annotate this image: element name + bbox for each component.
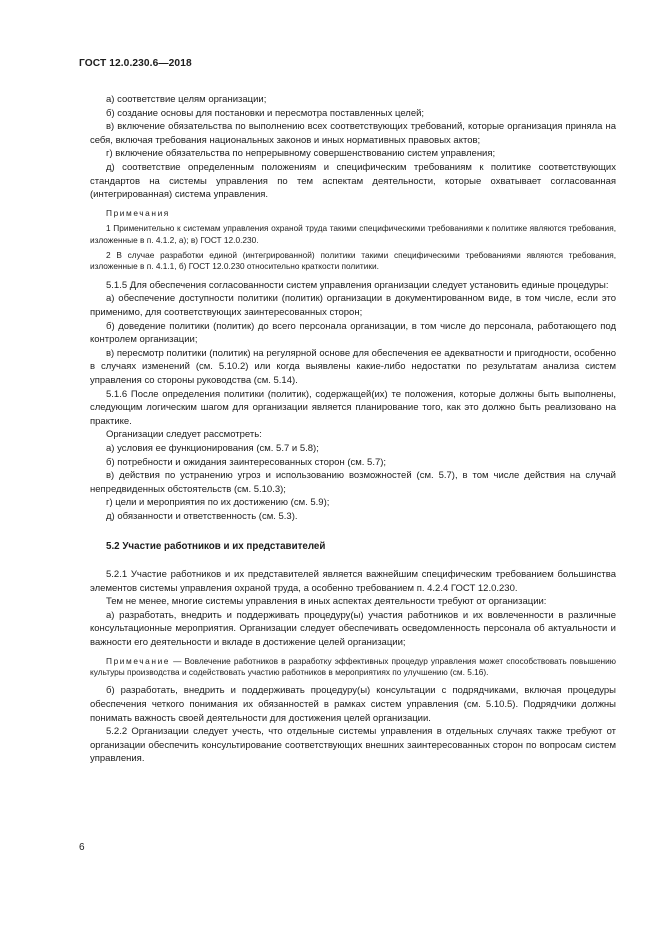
list-item-policy-v: в) включение обязательства по выполнению всех соответствующих требований, которые организация приняла на себя, включая требования национальных законов и иных нормативных правовых актов; — [90, 121, 616, 146]
list-item-procedure-b: б) доведение политики (политик) до всего персонала организации, в том числе до персонала, работающего под контролем организации; — [90, 320, 616, 346]
paragraph-however: Тем не менее, многие системы управления в иных аспектах деятельности требуют от организации: — [106, 596, 547, 608]
document-header: ГОСТ 12.0.230.6—2018 — [79, 58, 192, 69]
list-item-consider-g: г) цели и мероприятия по их достижению (см. 5.9); — [106, 497, 330, 509]
list-item-policy-g: г) включение обязательства по непрерывному совершенствованию систем управления; — [106, 148, 496, 160]
paragraph-5-2-1: 5.2.1 Участие работников и их представителей является важнейшим специфическим требованием большинства элементов системы управления охраной труда, а особенно требованием п. 4.2.4 ГОСТ 12.0.230. — [90, 569, 616, 594]
note-item-2: 2 В случае разработки единой (интегрированной) политики такими специфическими требованиями являются требования, изложенные в п. 4.1.1, б) ГОСТ 12.0.230 относительно краткости политики. — [90, 249, 616, 272]
list-item-procedure-a: а) обеспечение доступности политики (политик) организации в документированном виде, в том числе, если это применимо, для соответствующих заинтересованных сторон; — [90, 293, 616, 318]
list-item-consider-b: б) потребности и ожидания заинтересованных сторон (см. 5.7); — [106, 456, 387, 468]
list-item-consider-a: а) условия ее функционирования (см. 5.7 и 5.8); — [106, 442, 319, 454]
note-label: Примечание — [106, 655, 171, 666]
list-item-policy-a: а) соответствие целям организации; — [106, 94, 267, 105]
paragraph-consider: Организации следует рассмотреть: — [106, 429, 262, 441]
list-item-policy-d: д) соответствие определенным положениям и специфическим требованиям к политике соответствующих стандартов на системы управления по тем аспектам деятельности, которые охватывает согласованная (интегрированная) система управления. — [90, 161, 616, 201]
paragraph-5-1-5: 5.1.5 Для обеспечения согласованности систем управления организации следует установить единые процедуры: — [106, 279, 609, 291]
list-item-procedure-v: в) пересмотр политики (политик) на регулярной основе для обеспечения ее адекватности и пригодности, особенно в случаях изменений (см. 5.10.2) или когда выявлены какие-либо недостатки по результатам анализа систем управления со стороны руководства (см. 5.14). — [90, 347, 616, 386]
list-item-consider-v: в) действия по устранению угроз и использованию возможностей (см. 5.7), в том числе действия на случай непредвиденных обстоятельств (см. 5.10.3); — [90, 470, 616, 495]
note-text: — Вовлечение работников в разработку эффективных процедур управления может способствовать повышению культуры производства и содействовать участию работников в мероприятиях по улучшению (см. 5.16). — [90, 655, 616, 678]
section-heading-5-2: 5.2 Участие работников и их представителей — [106, 541, 326, 553]
paragraph-5-2-2: 5.2.2 Организации следует учесть, что отдельные системы управления в отдельных случаях также требуют от организации обеспечить консультирование соответствующих внешних заинтересованных сторон по вопросам систем управления. — [90, 726, 616, 765]
list-item-participation-b: б) разработать, внедрить и поддерживать процедуру(ы) консультации с подрядчиками, включая процедуры обеспечения четкого понимания их обязанностей в рамках систем управления (см. 5.10.5). Подрядчики должны понимать важность своей деятельности для достижения целей организации. — [90, 685, 616, 724]
note-involvement — [90, 656, 616, 679]
list-item-policy-b: б) создание основы для постановки и пересмотра поставленных целей; — [106, 107, 425, 119]
note-item-1: 1 Применительно к системам управления охраной труда такими специфическими требованиями к политике являются требования, изложенные в п. 4.1.2, а); в) ГОСТ 12.0.230. — [90, 223, 616, 245]
list-item-participation-a: а) разработать, внедрить и поддерживать процедуру(ы) участия работников и их вовлеченности в различные консультационные мероприятия. Организации следует обеспечивать осведомленность персонала об актуальности и важности его деятельности и вкладе в достижение целей организации; — [90, 609, 616, 649]
document-body — [90, 93, 616, 766]
list-item-consider-d: д) обязанности и ответственность (см. 5.3). — [106, 510, 298, 522]
notes-heading: Примечания — [106, 207, 170, 218]
page-number: 6 — [79, 842, 85, 853]
paragraph-5-1-6: 5.1.6 После определения политики (политик), содержащей(их) те положения, которые должны быть выполнены, следующим логическим шагом для организации является планирование того, как это должно быть реализовано на практике. — [90, 388, 616, 427]
